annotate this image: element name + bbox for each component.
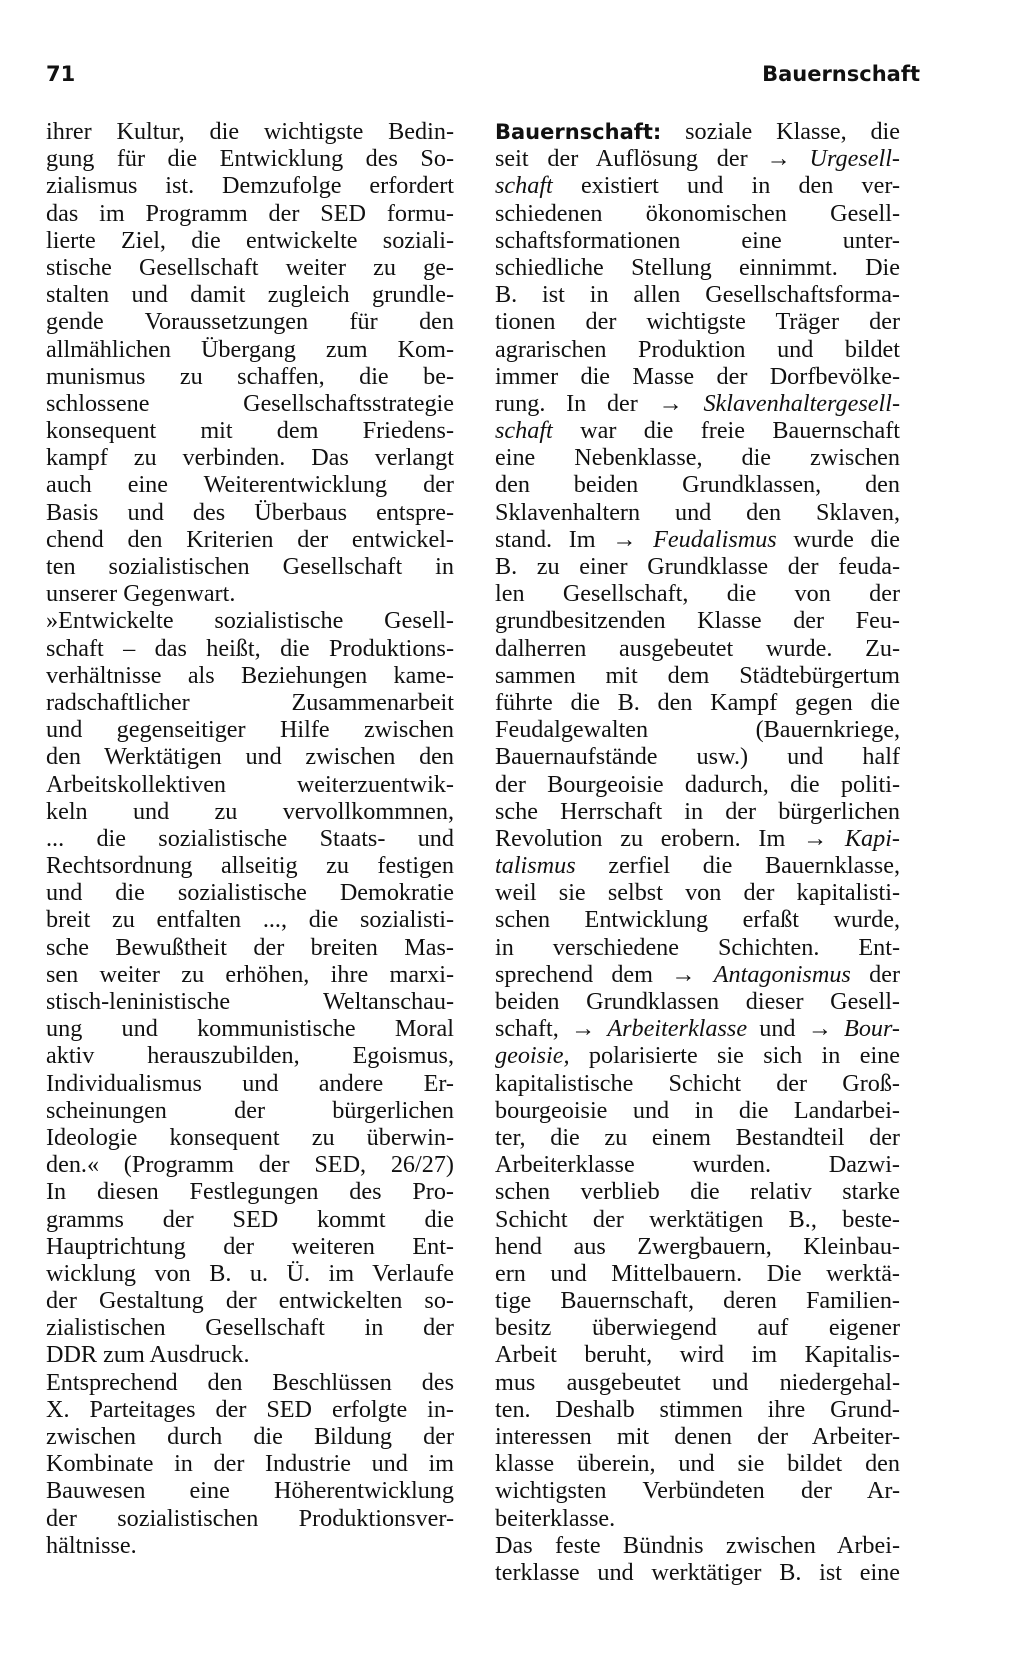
text-run: len Gesellschaft, die von der bbox=[495, 580, 900, 608]
text-run: interessen mit denen der Arbeiter- bbox=[495, 1423, 900, 1450]
text-run: mus ausgebeutet und niedergehal- bbox=[495, 1368, 900, 1396]
text-line bbox=[495, 1097, 900, 1124]
text-run: klasse überein, und sie bildet den bbox=[495, 1450, 900, 1478]
arrow-right-icon: → bbox=[671, 960, 696, 988]
text-line bbox=[495, 825, 900, 852]
text-line: unserer Gegenwart. bbox=[46, 580, 236, 608]
text-run: Revolution zu erobern. Im bbox=[495, 824, 803, 852]
text-run: war die freie Bauernschaft bbox=[552, 417, 900, 445]
text-run: in verschiedene Schichten. Ent- bbox=[495, 933, 900, 961]
text-run: schen Entwicklung erfaßt wurde, bbox=[495, 906, 900, 934]
text-line bbox=[495, 444, 900, 471]
cross-reference: Urgesell- bbox=[809, 145, 900, 173]
text-run: B. zu einer Grundklasse der feuda- bbox=[495, 553, 900, 580]
text-line bbox=[495, 1070, 900, 1097]
text-line bbox=[495, 390, 900, 417]
text-run: Sklavenhaltern und den Sklaven, bbox=[495, 498, 900, 526]
text-run: Arbeiterklasse wurden. Dazwi- bbox=[495, 1151, 900, 1179]
arrow-right-icon: → bbox=[807, 1015, 832, 1043]
text-run: agrarischen Produktion und bildet bbox=[495, 335, 900, 363]
text-line: In diesen Festlegungen des Pro- bbox=[46, 1178, 454, 1206]
text-run: terklasse und werktätiger B. ist eine bbox=[495, 1558, 900, 1586]
text-run: beiterklasse. bbox=[495, 1504, 616, 1532]
text-line bbox=[495, 1396, 900, 1423]
text-line bbox=[495, 1532, 900, 1559]
text-line: zialistischen Gesellschaft in der bbox=[46, 1314, 454, 1342]
text-run: sammen mit dem Städtebürgertum bbox=[495, 661, 900, 689]
text-line: gung für die Entwicklung des So- bbox=[46, 145, 454, 173]
text-run: Das feste Bündnis zwischen Arbei- bbox=[495, 1531, 900, 1559]
text-run: rung. In der bbox=[495, 389, 659, 417]
text-line: ten sozialistischen Gesellschaft in bbox=[46, 553, 454, 580]
text-line bbox=[495, 607, 900, 634]
text-line: Rechtsordnung allseitig zu festigen bbox=[46, 852, 454, 880]
text-line bbox=[495, 716, 900, 743]
text-run: ten. Deshalb stimmen ihre Grund- bbox=[495, 1395, 900, 1423]
cross-reference: Antagonismus bbox=[713, 960, 851, 988]
text-line bbox=[495, 227, 900, 254]
left-column bbox=[46, 118, 454, 1559]
text-run bbox=[683, 390, 704, 417]
text-line bbox=[495, 1015, 900, 1042]
text-line bbox=[495, 689, 900, 716]
text-line bbox=[495, 308, 900, 335]
text-run: ter, die zu einem Bestandteil der bbox=[495, 1123, 900, 1151]
text-line bbox=[495, 852, 900, 879]
text-run: immer die Masse der Dorfbevölke- bbox=[495, 362, 900, 390]
text-line: Arbeitskollektiven weiterzuentwik- bbox=[46, 770, 454, 798]
text-line: wicklung von B. u. Ü. im Verlaufe bbox=[46, 1259, 454, 1287]
text-line: der sozialistischen Produktionsver- bbox=[46, 1504, 454, 1532]
text-line: ung und kommunistische Moral bbox=[46, 1015, 454, 1043]
text-line bbox=[495, 879, 900, 906]
text-line bbox=[495, 1477, 900, 1504]
text-run: tige Bauernschaft, deren Familien- bbox=[495, 1287, 900, 1315]
text-line: allmählichen Übergang zum Kom- bbox=[46, 335, 454, 363]
text-run: zerfiel die Bauernklasse, bbox=[575, 852, 900, 880]
text-run: schen verblieb die relativ starke bbox=[495, 1178, 900, 1206]
cross-reference: schaft bbox=[495, 417, 553, 445]
text-line: stisch-leninistische Weltanschau- bbox=[46, 988, 454, 1015]
text-run: bourgeoisie und in die Landarbei- bbox=[495, 1096, 900, 1124]
text-line bbox=[495, 200, 900, 227]
text-line: schlossene Gesellschaftsstrategie bbox=[46, 389, 454, 417]
text-line bbox=[495, 417, 900, 444]
text-run: hend aus Zwergbauern, Kleinbau- bbox=[495, 1232, 900, 1260]
text-run bbox=[695, 961, 713, 988]
text-line bbox=[495, 580, 900, 607]
arrow-right-icon: → bbox=[612, 525, 637, 553]
text-line: DDR zum Ausdruck. bbox=[46, 1341, 250, 1369]
cross-reference: Bour- bbox=[844, 1015, 900, 1043]
text-line bbox=[495, 499, 900, 526]
text-run bbox=[636, 526, 653, 553]
text-run: Bauernaufstände usw.) und half bbox=[495, 743, 900, 771]
text-line: keln und zu vervollkommnen, bbox=[46, 797, 454, 825]
text-line bbox=[495, 118, 900, 145]
text-line: zialismus ist. Demzufolge erfordert bbox=[46, 172, 454, 200]
text-line bbox=[495, 471, 900, 498]
text-run: existiert und in den ver- bbox=[552, 172, 900, 200]
text-line: »Entwickelte sozialistische Gesell- bbox=[46, 607, 454, 635]
text-run: sprechend dem bbox=[495, 960, 672, 988]
text-line bbox=[495, 336, 900, 363]
text-line bbox=[495, 906, 900, 933]
text-line: der Gestaltung der entwickelten so- bbox=[46, 1287, 454, 1315]
text-line: auch eine Weiterentwicklung der bbox=[46, 471, 454, 499]
text-line bbox=[495, 1423, 900, 1450]
entry-headword: Bauernschaft: bbox=[495, 120, 662, 144]
text-line: ihrer Kultur, die wichtigste Bedin- bbox=[46, 118, 454, 145]
arrow-right-icon: → bbox=[766, 145, 791, 173]
text-line: Hauptrichtung der weiteren Ent- bbox=[46, 1232, 454, 1260]
text-line bbox=[495, 1369, 900, 1396]
text-run: Schicht der werktätigen B., beste- bbox=[495, 1205, 900, 1233]
text-run: stand. Im bbox=[495, 525, 613, 553]
text-line: gramms der SED kommt die bbox=[46, 1205, 454, 1233]
cross-reference: Arbeiterklasse bbox=[607, 1015, 748, 1043]
text-line bbox=[495, 145, 900, 172]
text-line bbox=[495, 743, 900, 770]
text-line bbox=[495, 363, 900, 390]
text-line: stalten und damit zugleich grundle- bbox=[46, 281, 454, 309]
text-line: Individualismus und andere Er- bbox=[46, 1069, 454, 1097]
text-line: ... die sozialistische Staats- und bbox=[46, 824, 454, 852]
text-run: sche Herrschaft in der bürgerlichen bbox=[495, 797, 900, 825]
cross-reference: Feudalismus bbox=[653, 525, 777, 553]
text-line bbox=[495, 988, 900, 1015]
text-line: Entsprechend den Beschlüssen des bbox=[46, 1368, 454, 1396]
text-line: den.« (Programm der SED, 26/27) bbox=[46, 1151, 454, 1179]
text-line bbox=[495, 961, 900, 988]
text-line bbox=[495, 1178, 900, 1205]
text-line: breit zu entfalten ..., die sozialisti- bbox=[46, 906, 454, 934]
text-line bbox=[495, 771, 900, 798]
arrow-right-icon: → bbox=[802, 824, 828, 852]
text-run: schiedliche Stellung einnimmt. Die bbox=[495, 253, 900, 281]
text-run: wurde die bbox=[776, 525, 900, 553]
text-line bbox=[495, 1042, 900, 1069]
text-run bbox=[832, 1015, 844, 1042]
text-run: schiedenen ökonomischen Gesell- bbox=[495, 199, 900, 227]
text-line bbox=[495, 798, 900, 825]
text-run: den beiden Grundklassen, den bbox=[495, 471, 900, 499]
text-line bbox=[495, 934, 900, 961]
text-line bbox=[495, 1341, 900, 1368]
text-run: Feudalgewalten (Bauernkriege, bbox=[495, 716, 900, 744]
text-line bbox=[495, 1314, 900, 1341]
text-line bbox=[495, 1505, 900, 1532]
text-run: der bbox=[850, 960, 900, 988]
text-line bbox=[495, 526, 900, 553]
text-line bbox=[495, 254, 900, 281]
page-number: 71 bbox=[46, 62, 76, 86]
text-line bbox=[495, 1260, 900, 1287]
text-line bbox=[495, 172, 900, 199]
text-run: Arbeit beruht, wird im Kapitalis- bbox=[495, 1341, 900, 1369]
text-run: soziale Klasse, die bbox=[661, 118, 900, 145]
text-run: grundbesitzenden Klasse der Feu- bbox=[495, 607, 900, 635]
text-run: polarisierte sie sich in eine bbox=[569, 1042, 900, 1070]
text-run: führte die B. den Kampf gegen die bbox=[495, 688, 900, 716]
text-line bbox=[495, 553, 900, 580]
text-run: wichtigsten Verbündeten der Ar- bbox=[495, 1477, 900, 1505]
text-line: Basis und des Überbaus entspre- bbox=[46, 498, 454, 526]
text-line bbox=[495, 1151, 900, 1178]
text-line: zwischen durch die Bildung der bbox=[46, 1423, 454, 1450]
text-line: radschaftlicher Zusammenarbeit bbox=[46, 688, 454, 716]
text-run: dalherren ausgebeutet wurde. Zu- bbox=[495, 634, 900, 662]
text-run: schaftsformationen eine unter- bbox=[495, 226, 900, 254]
text-line: Bauwesen eine Höherentwicklung bbox=[46, 1477, 454, 1505]
text-line: schaft – das heißt, die Produktions- bbox=[46, 634, 454, 662]
text-line: und gegenseitiger Hilfe zwischen bbox=[46, 716, 454, 744]
text-run: besitz überwiegend auf eigener bbox=[495, 1314, 900, 1342]
running-head: Bauernschaft bbox=[762, 62, 920, 86]
text-run: schaft, bbox=[495, 1015, 571, 1043]
text-line: lierte Ziel, die entwickelte soziali- bbox=[46, 226, 454, 254]
text-line bbox=[495, 1233, 900, 1260]
text-line: kampf zu verbinden. Das verlangt bbox=[46, 444, 454, 472]
text-line bbox=[495, 281, 900, 308]
text-run bbox=[595, 1015, 607, 1042]
text-line: das im Programm der SED formu- bbox=[46, 199, 454, 227]
text-run: weil sie selbst von der kapitalisti- bbox=[495, 879, 900, 907]
text-run: kapitalistische Schicht der Groß- bbox=[495, 1069, 900, 1097]
text-line bbox=[495, 1124, 900, 1151]
arrow-right-icon: → bbox=[570, 1015, 596, 1043]
text-line: konsequent mit dem Friedens- bbox=[46, 417, 454, 445]
text-line bbox=[495, 1559, 900, 1586]
text-line bbox=[495, 1206, 900, 1233]
text-line: munismus zu schaffen, die be- bbox=[46, 362, 454, 390]
text-line: gende Voraussetzungen für den bbox=[46, 308, 454, 336]
text-line: den Werktätigen und zwischen den bbox=[46, 743, 454, 771]
text-run: eine Nebenklasse, die zwischen bbox=[495, 444, 900, 472]
text-line bbox=[495, 635, 900, 662]
text-line bbox=[495, 1287, 900, 1314]
text-line: Ideologie konsequent zu überwin- bbox=[46, 1123, 454, 1151]
cross-reference: schaft bbox=[495, 172, 553, 200]
text-line: stische Gesellschaft weiter zu ge- bbox=[46, 253, 454, 281]
cross-reference: Sklavenhaltergesell- bbox=[703, 389, 900, 417]
text-line: sen weiter zu erhöhen, ihre marxi- bbox=[46, 960, 454, 988]
text-line: verhältnisse als Beziehungen kame- bbox=[46, 661, 454, 689]
text-run: und bbox=[747, 1015, 808, 1043]
text-run: beiden Grundklassen dieser Gesell- bbox=[495, 988, 900, 1015]
text-line: und die sozialistische Demokratie bbox=[46, 879, 454, 907]
text-line: X. Parteitages der SED erfolgte in- bbox=[46, 1395, 454, 1423]
cross-reference: geoisie, bbox=[495, 1042, 570, 1070]
text-line: aktiv herauszubilden, Egoismus, bbox=[46, 1042, 454, 1070]
text-line: chend den Kriterien der entwickel- bbox=[46, 525, 454, 553]
text-run: tionen der wichtigste Träger der bbox=[495, 308, 900, 336]
text-line bbox=[495, 662, 900, 689]
right-column bbox=[495, 118, 900, 1586]
text-line: sche Bewußtheit der breiten Mas- bbox=[46, 933, 454, 961]
text-run: seit der Auflösung der bbox=[495, 145, 767, 173]
cross-reference: talismus bbox=[495, 852, 576, 880]
text-run: B. ist in allen Gesellschaftsforma- bbox=[495, 281, 900, 309]
text-run: der Bourgeoisie dadurch, die politi- bbox=[495, 770, 900, 798]
text-line: scheinungen der bürgerlichen bbox=[46, 1096, 454, 1124]
text-run: ern und Mittelbauern. Die werktä- bbox=[495, 1259, 900, 1287]
text-line: hältnisse. bbox=[46, 1531, 137, 1559]
cross-reference: Kapi- bbox=[844, 824, 900, 852]
text-line: Kombinate in der Industrie und im bbox=[46, 1450, 454, 1478]
text-run bbox=[827, 825, 845, 852]
arrow-right-icon: → bbox=[658, 389, 683, 417]
text-line bbox=[495, 1450, 900, 1477]
text-run bbox=[791, 145, 810, 172]
